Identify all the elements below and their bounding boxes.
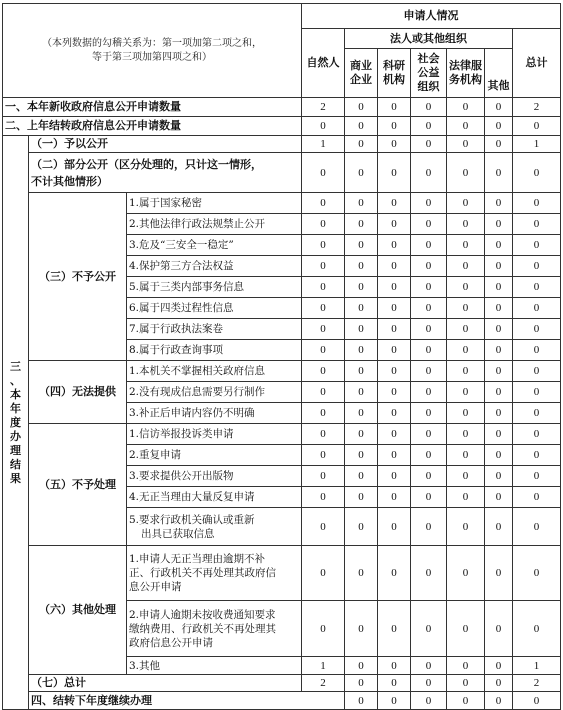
- value-cell: 0: [378, 675, 411, 692]
- value-cell: 0: [345, 508, 378, 546]
- business-header: 商业企业: [345, 49, 378, 98]
- value-cell: 0: [411, 675, 447, 692]
- value-cell: 0: [378, 98, 411, 117]
- applicant-situation-header: 申请人情况: [302, 4, 561, 29]
- subsection-other-handling: （六）其他处理: [29, 546, 127, 675]
- value-cell: 0: [345, 546, 378, 601]
- value-cell: 0: [513, 445, 561, 466]
- value-cell: 0: [447, 675, 485, 692]
- value-cell: 0: [447, 601, 485, 657]
- value-cell: 0: [378, 445, 411, 466]
- value-cell: 0: [411, 546, 447, 601]
- partial-line2: 不计其他情形）: [31, 174, 108, 188]
- value-cell: 0: [485, 319, 513, 340]
- vertical-char: 理: [10, 443, 21, 457]
- vertical-char: 、: [10, 373, 21, 387]
- value-cell: 0: [447, 361, 485, 382]
- partial-line1: （二）部分公开（区分处理的，只计这一情形，: [31, 157, 262, 171]
- value-cell: 0: [345, 601, 378, 657]
- value-cell: 0: [485, 657, 513, 675]
- value-cell: 0: [485, 546, 513, 601]
- value-cell: 0: [485, 466, 513, 487]
- value-cell: 0: [513, 508, 561, 546]
- relation-note: [3, 4, 302, 98]
- value-cell: 1: [513, 657, 561, 675]
- value-cell: 0: [378, 692, 411, 710]
- value-cell: 0: [411, 382, 447, 403]
- item-label: 2.重复申请: [127, 445, 302, 466]
- value-cell: 0: [378, 235, 411, 256]
- value-cell: 0: [447, 319, 485, 340]
- table-row: [3, 136, 561, 153]
- value-cell: 0: [411, 117, 447, 136]
- value-cell: 0: [302, 403, 345, 424]
- value-cell: 0: [513, 319, 561, 340]
- value-cell: 0: [411, 98, 447, 117]
- value-cell: 0: [485, 277, 513, 298]
- value-cell: 0: [513, 382, 561, 403]
- vertical-char: 本: [10, 387, 21, 401]
- value-cell: 0: [411, 403, 447, 424]
- value-cell: 0: [513, 424, 561, 445]
- value-cell: 0: [345, 382, 378, 403]
- value-cell: 0: [378, 277, 411, 298]
- value-cell: 0: [411, 256, 447, 277]
- value-cell: 0: [302, 235, 345, 256]
- value-cell: 0: [485, 98, 513, 117]
- value-cell: 0: [302, 445, 345, 466]
- value-cell: 0: [378, 256, 411, 277]
- value-cell: 0: [345, 214, 378, 235]
- social-header: 社会公益组织: [411, 49, 447, 98]
- value-cell: 0: [447, 136, 485, 153]
- value-cell: 0: [378, 546, 411, 601]
- value-cell: 0: [485, 382, 513, 403]
- item-label-multiline: [127, 601, 302, 657]
- value-cell: 0: [513, 692, 561, 710]
- value-cell: 0: [485, 193, 513, 214]
- subsection-unable: （四）无法提供: [29, 361, 127, 424]
- relation-note-line2: 等于第三项加第四项之和）: [92, 51, 212, 63]
- value-cell: 0: [485, 298, 513, 319]
- value-cell: 0: [513, 214, 561, 235]
- value-cell: 0: [513, 601, 561, 657]
- subsection-not-processed: （五）不予处理: [29, 424, 127, 546]
- section-carried-in: 二、上年结转政府信息公开申请数量: [3, 117, 302, 136]
- value-cell: 0: [345, 361, 378, 382]
- value-cell: 0: [378, 466, 411, 487]
- value-cell: 0: [378, 136, 411, 153]
- value-cell: 0: [302, 319, 345, 340]
- table-row: [3, 692, 561, 710]
- value-cell: 0: [447, 508, 485, 546]
- value-cell: 0: [411, 153, 447, 193]
- value-cell: 0: [302, 256, 345, 277]
- value-cell: 0: [485, 235, 513, 256]
- value-cell: 1: [302, 657, 345, 675]
- value-cell: 0: [513, 546, 561, 601]
- table-row: [3, 117, 561, 136]
- value-cell: 0: [411, 466, 447, 487]
- value-cell: 0: [302, 153, 345, 193]
- value-cell: 0: [302, 340, 345, 361]
- value-cell: 0: [411, 136, 447, 153]
- value-cell: 0: [485, 153, 513, 193]
- item-line: 1.申请人无正当理由逾期不补: [129, 553, 266, 565]
- value-cell: 0: [302, 546, 345, 601]
- value-cell: 0: [447, 692, 485, 710]
- value-cell: 0: [411, 424, 447, 445]
- value-cell: 0: [411, 657, 447, 675]
- value-cell: 0: [411, 277, 447, 298]
- subsection-disclosed: （一）予以公开: [29, 136, 302, 153]
- value-cell: 0: [302, 214, 345, 235]
- value-cell: 0: [345, 692, 378, 710]
- item-label: 2.没有现成信息需要另行制作: [127, 382, 302, 403]
- value-cell: 0: [447, 657, 485, 675]
- value-cell: 0: [345, 445, 378, 466]
- value-cell: 0: [302, 601, 345, 657]
- value-cell: 0: [447, 403, 485, 424]
- value-cell: 0: [302, 487, 345, 508]
- gov-info-disclosure-table: [2, 3, 561, 710]
- value-cell: 0: [513, 117, 561, 136]
- value-cell: 0: [302, 466, 345, 487]
- subsection-partial: [29, 153, 302, 193]
- value-cell: 2: [513, 98, 561, 117]
- value-cell: 0: [447, 340, 485, 361]
- value-cell: 0: [302, 298, 345, 319]
- value-cell: 0: [485, 601, 513, 657]
- value-cell: 0: [378, 319, 411, 340]
- value-cell: 0: [345, 675, 378, 692]
- item-label: 2.其他法律行政法规禁止公开: [127, 214, 302, 235]
- value-cell: 0: [378, 298, 411, 319]
- relation-note-line1: （本列数据的勾稽关系为：第一项加第二项之和，: [42, 37, 262, 49]
- natural-person-header: 自然人: [302, 29, 345, 98]
- value-cell: 0: [447, 214, 485, 235]
- table-row: [3, 98, 561, 117]
- item-label: 8.属于行政查询事项: [127, 340, 302, 361]
- value-cell: 0: [411, 193, 447, 214]
- value-cell: 0: [345, 403, 378, 424]
- value-cell: 0: [411, 445, 447, 466]
- value-cell: 0: [378, 657, 411, 675]
- value-cell: 0: [513, 487, 561, 508]
- item-label: 5.属于三类内部事务信息: [127, 277, 302, 298]
- value-cell: 0: [447, 445, 485, 466]
- item-label-multiline: [127, 546, 302, 601]
- value-cell: 0: [411, 214, 447, 235]
- value-cell: 0: [345, 340, 378, 361]
- value-cell: 0: [485, 487, 513, 508]
- item-label: 7.属于行政执法案卷: [127, 319, 302, 340]
- value-cell: 0: [378, 382, 411, 403]
- item-line: 缴纳费用、行政机关不再处理其: [129, 622, 276, 635]
- value-cell: 0: [447, 256, 485, 277]
- value-cell: 0: [345, 319, 378, 340]
- subsection-total: （七）总计: [29, 675, 302, 692]
- value-cell: 0: [447, 466, 485, 487]
- table-row: [3, 546, 561, 601]
- value-cell: 0: [513, 256, 561, 277]
- value-cell: 0: [302, 361, 345, 382]
- value-cell: 0: [447, 235, 485, 256]
- value-cell: 0: [345, 424, 378, 445]
- value-cell: 0: [378, 117, 411, 136]
- item-label: 4.保护第三方合法权益: [127, 256, 302, 277]
- item-label: 3.要求提供公开出版物: [127, 466, 302, 487]
- value-cell: 0: [345, 487, 378, 508]
- value-cell: 0: [345, 256, 378, 277]
- vertical-char: 果: [10, 471, 21, 485]
- vertical-char: 结: [10, 457, 21, 471]
- other-header: 其他: [485, 49, 513, 98]
- item-label: 3.补正后申请内容仍不明确: [127, 403, 302, 424]
- value-cell: 0: [411, 235, 447, 256]
- item-label: 1.本机关不掌握相关政府信息: [127, 361, 302, 382]
- vertical-char: 年: [10, 401, 21, 415]
- value-cell: 0: [411, 508, 447, 546]
- table-row: [3, 193, 561, 214]
- table-row: [3, 424, 561, 445]
- value-cell: 0: [378, 487, 411, 508]
- value-cell: 0: [447, 153, 485, 193]
- item-line: 2.申请人逾期未按收费通知要求: [129, 608, 276, 621]
- item-line: 政府信息公开申请: [129, 636, 213, 649]
- value-cell: 0: [485, 675, 513, 692]
- value-cell: 0: [485, 508, 513, 546]
- value-cell: 0: [411, 692, 447, 710]
- value-cell: 0: [485, 361, 513, 382]
- value-cell: 0: [485, 424, 513, 445]
- item-label-multiline: [127, 508, 302, 546]
- item-line: 5.要求行政机关确认或重新: [129, 513, 255, 526]
- value-cell: 0: [485, 445, 513, 466]
- value-cell: 2: [302, 98, 345, 117]
- value-cell: 0: [513, 361, 561, 382]
- value-cell: 0: [411, 361, 447, 382]
- item-line: 出具已获取信息: [141, 527, 215, 540]
- value-cell: 0: [345, 298, 378, 319]
- value-cell: 0: [302, 193, 345, 214]
- value-cell: 0: [302, 424, 345, 445]
- value-cell: 0: [447, 298, 485, 319]
- value-cell: 0: [345, 193, 378, 214]
- value-cell: 0: [513, 298, 561, 319]
- vertical-char: 度: [10, 415, 21, 429]
- value-cell: 0: [378, 508, 411, 546]
- table-row: [3, 361, 561, 382]
- total-header: 总计: [513, 29, 561, 98]
- value-cell: 0: [345, 136, 378, 153]
- value-cell: 0: [345, 466, 378, 487]
- value-cell: 0: [513, 193, 561, 214]
- value-cell: 0: [447, 98, 485, 117]
- value-cell: 0: [302, 382, 345, 403]
- section-carried-out: 四、结转下年度继续办理: [29, 692, 345, 710]
- item-label: 1.信访举报投诉类申请: [127, 424, 302, 445]
- legal-group-header: 法人或其他组织: [345, 29, 513, 49]
- value-cell: 0: [447, 382, 485, 403]
- subsection-not-disclosed: （三）不予公开: [29, 193, 127, 361]
- value-cell: 0: [378, 214, 411, 235]
- value-cell: 0: [513, 277, 561, 298]
- value-cell: 0: [302, 508, 345, 546]
- value-cell: 0: [378, 601, 411, 657]
- table-row: [3, 675, 561, 692]
- value-cell: 2: [513, 675, 561, 692]
- value-cell: 0: [378, 340, 411, 361]
- value-cell: 0: [411, 487, 447, 508]
- value-cell: 0: [513, 466, 561, 487]
- section-new-apps: 一、本年新收政府信息公开申请数量: [3, 98, 302, 117]
- value-cell: 0: [447, 117, 485, 136]
- table-row: [3, 153, 561, 193]
- value-cell: 0: [447, 193, 485, 214]
- value-cell: 0: [485, 403, 513, 424]
- value-cell: 0: [302, 277, 345, 298]
- value-cell: 0: [378, 403, 411, 424]
- value-cell: 2: [302, 675, 345, 692]
- vertical-char: 办: [10, 429, 21, 443]
- value-cell: 0: [447, 277, 485, 298]
- value-cell: 0: [302, 117, 345, 136]
- vertical-char: 三: [10, 359, 21, 373]
- value-cell: 0: [513, 153, 561, 193]
- value-cell: 0: [345, 153, 378, 193]
- value-cell: 0: [485, 214, 513, 235]
- value-cell: 1: [302, 136, 345, 153]
- value-cell: 0: [345, 117, 378, 136]
- value-cell: 0: [513, 403, 561, 424]
- item-line: 息公开申请: [129, 581, 182, 593]
- item-label: 6.属于四类过程性信息: [127, 298, 302, 319]
- value-cell: 0: [378, 193, 411, 214]
- legal-service-header: 法律服务机构: [447, 49, 485, 98]
- value-cell: 0: [378, 424, 411, 445]
- value-cell: 0: [411, 340, 447, 361]
- item-label: 3.其他: [127, 657, 302, 675]
- item-label: 4.无正当理由大量反复申请: [127, 487, 302, 508]
- item-line: 正、行政机关不再处理其政府信: [129, 567, 276, 579]
- value-cell: 0: [485, 117, 513, 136]
- value-cell: 0: [513, 340, 561, 361]
- value-cell: 0: [485, 256, 513, 277]
- value-cell: 0: [345, 277, 378, 298]
- value-cell: 1: [513, 136, 561, 153]
- value-cell: 0: [378, 361, 411, 382]
- value-cell: 0: [345, 657, 378, 675]
- value-cell: 0: [411, 298, 447, 319]
- value-cell: 0: [345, 235, 378, 256]
- value-cell: 0: [485, 692, 513, 710]
- item-label: 1.属于国家秘密: [127, 193, 302, 214]
- value-cell: 0: [447, 424, 485, 445]
- section-results-vertical: [3, 136, 29, 710]
- value-cell: 0: [513, 235, 561, 256]
- value-cell: 0: [345, 98, 378, 117]
- value-cell: 0: [411, 319, 447, 340]
- value-cell: 0: [447, 546, 485, 601]
- value-cell: 0: [485, 340, 513, 361]
- value-cell: 0: [411, 601, 447, 657]
- item-label: 3.危及“三安全一稳定”: [127, 235, 302, 256]
- research-header: 科研机构: [378, 49, 411, 98]
- value-cell: 0: [485, 136, 513, 153]
- value-cell: 0: [378, 153, 411, 193]
- value-cell: 0: [447, 487, 485, 508]
- header-row-1: [3, 4, 561, 29]
